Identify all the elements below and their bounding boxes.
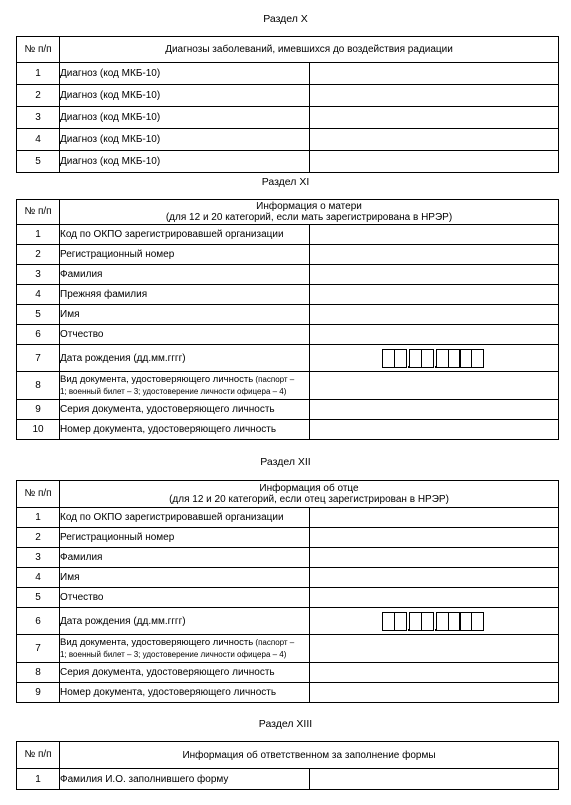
row-label: Диагноз (код МКБ-10) bbox=[60, 63, 310, 85]
row-label bbox=[60, 372, 310, 400]
table-row bbox=[17, 372, 559, 400]
row-num: 3 bbox=[17, 107, 60, 129]
row-num: 5 bbox=[17, 151, 60, 173]
header-title bbox=[60, 481, 559, 508]
row-num: 6 bbox=[17, 608, 60, 635]
header-num: № п/п bbox=[17, 481, 60, 508]
header-line-2: (для 12 и 20 категорий, если мать зарегистрирована в НРЭР) bbox=[165, 212, 453, 223]
value-field[interactable] bbox=[309, 508, 559, 528]
row-label: Номер документа, удостоверяющего личность bbox=[60, 683, 310, 703]
value-field[interactable] bbox=[309, 548, 559, 568]
row-label-main: Вид документа, удостоверяющего личность bbox=[60, 636, 254, 648]
date-boxes[interactable] bbox=[310, 612, 559, 631]
row-num: 1 bbox=[17, 508, 60, 528]
value-field[interactable] bbox=[309, 420, 559, 440]
row-num: 2 bbox=[17, 528, 60, 548]
row-label-note: (паспорт – bbox=[253, 374, 295, 384]
date-boxes[interactable] bbox=[310, 349, 559, 368]
date-digit-box[interactable] bbox=[394, 349, 407, 368]
table-row bbox=[17, 588, 559, 608]
row-num: 5 bbox=[17, 305, 60, 325]
table-row bbox=[17, 508, 559, 528]
section-10-table bbox=[16, 36, 559, 173]
header-line-1: Информация об отце bbox=[259, 483, 359, 494]
header-title bbox=[60, 200, 559, 225]
date-digit-box[interactable] bbox=[421, 612, 434, 631]
row-num: 2 bbox=[17, 85, 60, 107]
section-10-title: Раздел X bbox=[263, 13, 308, 25]
row-label: Фамилия bbox=[60, 265, 310, 285]
table-row bbox=[17, 325, 559, 345]
row-label: Диагноз (код МКБ-10) bbox=[60, 129, 310, 151]
row-num: 1 bbox=[17, 225, 60, 245]
header-line-2: (для 12 и 20 категорий, если отец зарегистрирован в НРЭР) bbox=[169, 494, 449, 505]
section-13-title: Раздел XIII bbox=[258, 718, 313, 730]
row-num: 4 bbox=[17, 568, 60, 588]
section-11-table bbox=[16, 199, 559, 440]
date-separator bbox=[407, 612, 411, 631]
row-label-note: (паспорт – bbox=[253, 637, 295, 647]
row-num: 4 bbox=[17, 285, 60, 305]
date-separator bbox=[434, 612, 438, 631]
value-field[interactable] bbox=[309, 265, 559, 285]
table-row bbox=[17, 305, 559, 325]
date-separator bbox=[434, 349, 438, 368]
row-label: Серия документа, удостоверяющего личность bbox=[60, 663, 310, 683]
section-12-table bbox=[16, 480, 559, 703]
table-row bbox=[17, 63, 559, 85]
table-row bbox=[17, 635, 559, 663]
table-row bbox=[17, 528, 559, 548]
row-label: Дата рождения (дд.мм.гггг) bbox=[60, 345, 310, 372]
date-digit-box[interactable] bbox=[421, 349, 434, 368]
header-line-1: Информация о матери bbox=[256, 201, 362, 212]
row-label: Код по ОКПО зарегистрировавшей организации bbox=[60, 508, 310, 528]
date-field[interactable] bbox=[309, 608, 559, 635]
row-label-note: 1; военный билет – 3; удостоверение личности офицера – 4) bbox=[60, 386, 287, 396]
table-row bbox=[17, 151, 559, 173]
row-label: Имя bbox=[60, 305, 310, 325]
value-field[interactable] bbox=[309, 683, 559, 703]
row-num: 3 bbox=[17, 265, 60, 285]
row-num: 10 bbox=[17, 420, 60, 440]
row-num: 2 bbox=[17, 245, 60, 265]
table-row bbox=[17, 129, 559, 151]
header-num: № п/п bbox=[17, 200, 60, 225]
row-num: 1 bbox=[17, 769, 60, 790]
row-label: Диагноз (код МКБ-10) bbox=[60, 85, 310, 107]
table-row bbox=[17, 265, 559, 285]
value-field[interactable] bbox=[309, 129, 559, 151]
table-row bbox=[17, 420, 559, 440]
row-num: 9 bbox=[17, 683, 60, 703]
row-label: Имя bbox=[60, 568, 310, 588]
row-num: 4 bbox=[17, 129, 60, 151]
value-field[interactable] bbox=[309, 63, 559, 85]
table-row bbox=[17, 400, 559, 420]
value-field[interactable] bbox=[309, 325, 559, 345]
row-label: Серия документа, удостоверяющего личность bbox=[60, 400, 310, 420]
date-digit-box[interactable] bbox=[394, 612, 407, 631]
date-separator bbox=[407, 349, 411, 368]
value-field[interactable] bbox=[309, 245, 559, 265]
table-row bbox=[17, 608, 559, 635]
row-num: 7 bbox=[17, 635, 60, 663]
table-row bbox=[17, 345, 559, 372]
row-label: Фамилия bbox=[60, 548, 310, 568]
table-row bbox=[17, 663, 559, 683]
row-num: 6 bbox=[17, 325, 60, 345]
row-num: 1 bbox=[17, 63, 60, 85]
row-label: Код по ОКПО зарегистрировавшей организации bbox=[60, 225, 310, 245]
row-label: Регистрационный номер bbox=[60, 245, 310, 265]
row-num: 5 bbox=[17, 588, 60, 608]
row-label: Номер документа, удостоверяющего личность bbox=[60, 420, 310, 440]
table-row bbox=[17, 568, 559, 588]
value-field[interactable] bbox=[309, 635, 559, 663]
value-field[interactable] bbox=[309, 85, 559, 107]
header-num: № п/п bbox=[17, 742, 60, 769]
row-label bbox=[60, 635, 310, 663]
value-field[interactable] bbox=[309, 528, 559, 548]
row-label: Прежняя фамилия bbox=[60, 285, 310, 305]
value-field[interactable] bbox=[309, 568, 559, 588]
date-digit-box[interactable] bbox=[471, 349, 484, 368]
header-num: № п/п bbox=[17, 37, 60, 63]
date-field[interactable] bbox=[309, 345, 559, 372]
value-field[interactable] bbox=[309, 372, 559, 400]
row-label: Дата рождения (дд.мм.гггг) bbox=[60, 608, 310, 635]
table-row bbox=[17, 548, 559, 568]
row-num: 7 bbox=[17, 345, 60, 372]
value-field[interactable] bbox=[309, 285, 559, 305]
row-label: Диагноз (код МКБ-10) bbox=[60, 107, 310, 129]
row-label-main: Вид документа, удостоверяющего личность bbox=[60, 373, 254, 385]
value-field[interactable] bbox=[309, 107, 559, 129]
section-13-table bbox=[16, 741, 559, 790]
row-label: Фамилия И.О. заполнившего форму bbox=[60, 769, 310, 790]
row-label-note: 1; военный билет – 3; удостоверение личности офицера – 4) bbox=[60, 649, 287, 659]
value-field[interactable] bbox=[309, 305, 559, 325]
table-row bbox=[17, 683, 559, 703]
row-label: Отчество bbox=[60, 588, 310, 608]
section-12-title: Раздел XII bbox=[260, 456, 311, 468]
table-row bbox=[17, 225, 559, 245]
row-num: 9 bbox=[17, 400, 60, 420]
row-num: 8 bbox=[17, 663, 60, 683]
date-digit-box[interactable] bbox=[471, 612, 484, 631]
value-field[interactable] bbox=[309, 769, 559, 790]
table-row bbox=[17, 285, 559, 305]
row-label: Диагноз (код МКБ-10) bbox=[60, 151, 310, 173]
value-field[interactable] bbox=[309, 151, 559, 173]
section-11-title: Раздел XI bbox=[261, 176, 310, 188]
table-row bbox=[17, 107, 559, 129]
row-num: 8 bbox=[17, 372, 60, 400]
header-title: Диагнозы заболеваний, имевшихся до воздействия радиации bbox=[60, 37, 559, 63]
table-row bbox=[17, 245, 559, 265]
row-num: 3 bbox=[17, 548, 60, 568]
table-row bbox=[17, 769, 559, 790]
header-title: Информация об ответственном за заполнение формы bbox=[60, 742, 559, 769]
row-label: Регистрационный номер bbox=[60, 528, 310, 548]
value-field[interactable] bbox=[309, 663, 559, 683]
value-field[interactable] bbox=[309, 588, 559, 608]
table-row bbox=[17, 85, 559, 107]
value-field[interactable] bbox=[309, 225, 559, 245]
row-label: Отчество bbox=[60, 325, 310, 345]
value-field[interactable] bbox=[309, 400, 559, 420]
